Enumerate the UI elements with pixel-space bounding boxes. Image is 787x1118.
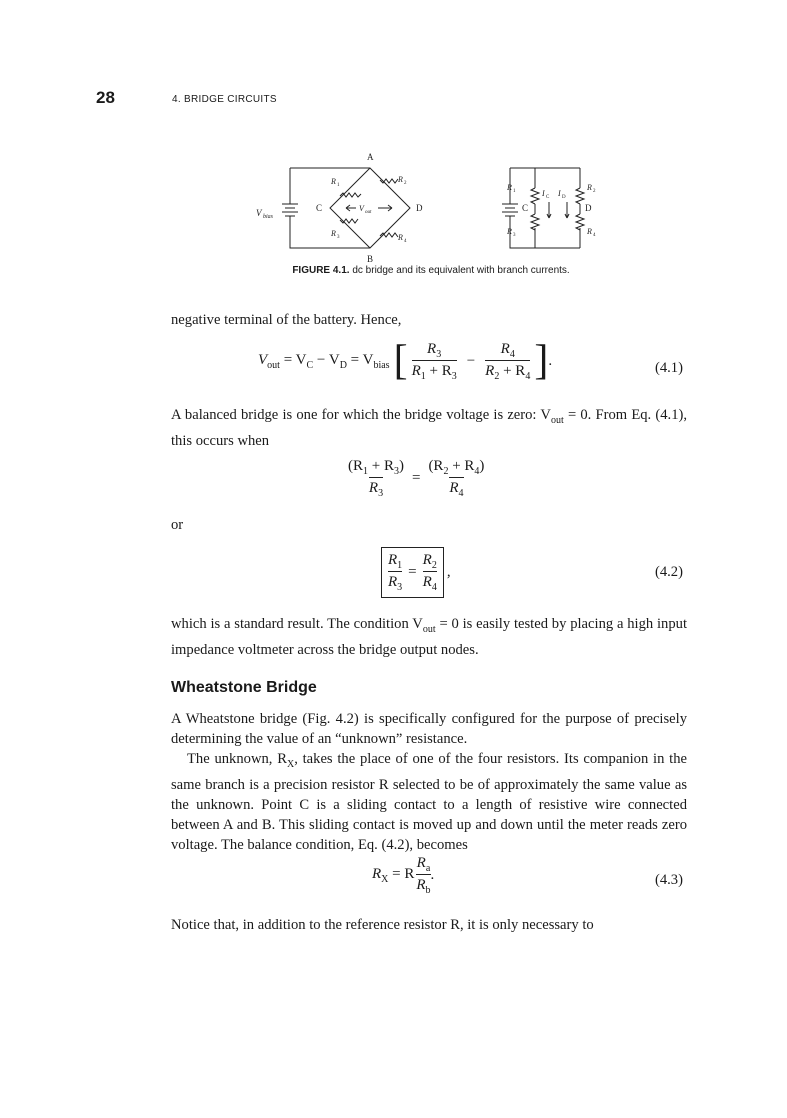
resistor-r1-icon xyxy=(531,188,539,204)
paragraph: Notice that, in addition to the reference resistor R, it is only necessary to xyxy=(171,917,594,933)
right-r4-label: R xyxy=(587,227,592,236)
equation-number: (4.2) xyxy=(655,564,683,580)
id-sub-label: D xyxy=(562,195,566,200)
vbias-sub-label: bias xyxy=(263,214,274,220)
r2-label: R xyxy=(398,175,403,184)
battery-icon xyxy=(502,204,518,216)
page-number: 28 xyxy=(96,88,115,107)
eq1-f1-num: R xyxy=(427,340,437,357)
paragraph: negative terminal of the battery. Hence, xyxy=(171,312,402,328)
paragraph: A Wheatstone bridge (Fig. 4.2) is specifically configured for the purpose of precisely determining the value of an “unknown” resistance. xyxy=(171,711,687,747)
r4-sub-label: 4 xyxy=(404,239,407,244)
node-d-label: D xyxy=(416,203,423,213)
eq1-op: − xyxy=(466,352,476,369)
r1-sub-label: 1 xyxy=(337,183,340,188)
right-node-d-label: D xyxy=(585,203,592,213)
ic-sub-label: C xyxy=(546,195,550,200)
paragraph: The unknown, $R_X$, takes the place of one of the four resistors. Its companion in the same branch is a precision resistor R selected to be of approximately the same value as the unknown. Point C is a sliding contact to a length of resistive wire connected between A and B. This sliding contact is moved up and down until the meter reads zero voltage. The balance condition, Eq. (4.2), becomes xyxy=(171,751,687,853)
eq1-eq: = V xyxy=(346,351,374,368)
equation-4-3: $R_X = R$ $R_a$ $R_b$ . xyxy=(372,855,435,896)
balance-equation: $\frac{(R_1 + R_3)}{R_3}$ = $\frac{(R_2 + R_4)}{R_4}$ xyxy=(348,458,485,499)
right-r2-label: R xyxy=(587,183,592,192)
eq1-minus: − V xyxy=(313,351,340,368)
right-r2-sub-label: 2 xyxy=(593,189,596,194)
eq1-f1-num-sub: 3 xyxy=(436,348,442,360)
running-head: 4. BRIDGE CIRCUITS xyxy=(172,94,277,105)
bridge-circuit-figure xyxy=(240,148,620,263)
resistor-r3-icon xyxy=(531,214,539,230)
resistor-wire xyxy=(535,204,580,214)
right-r3-sub-label: 3 xyxy=(513,233,516,238)
right-circuit-wire xyxy=(535,168,580,248)
eq1-f1-den-plus: + R xyxy=(425,362,452,379)
equation-number: (4.3) xyxy=(655,872,683,888)
eq1-f1-den-b-sub: 3 xyxy=(451,370,457,382)
right-r3-label: R xyxy=(507,227,512,236)
eq1-vd-sub: D xyxy=(339,359,347,371)
resistor-r4-icon xyxy=(576,214,584,230)
paragraph: A balanced bridge is one for which the bridge voltage is zero: $V_{out} = 0$. From Eq. (4.1), this occurs when xyxy=(171,407,688,449)
eq1-vb-sub: bias xyxy=(373,359,390,371)
current-arrow-icon xyxy=(565,202,569,218)
node-c-label: C xyxy=(316,203,323,213)
r1-label: R xyxy=(331,177,336,186)
eq1-mid: = V xyxy=(279,351,307,368)
eq1-f2-num-sub: 4 xyxy=(509,348,515,360)
id-label: I xyxy=(558,189,561,198)
right-r1-label: R xyxy=(507,183,512,192)
equation-4-1: $V_{out} = V_C - V_D = V_{bias}$ [ $R_3$ $R_1 + R_3$ − $\frac{R_4}{R_2 + R_4}$ ] . xyxy=(258,338,553,384)
eq1-f1-den-a: R xyxy=(411,362,421,379)
r2-sub-label: 2 xyxy=(404,181,407,186)
eq1-f2-den-b-sub: 4 xyxy=(525,370,531,382)
battery-icon xyxy=(282,204,298,216)
eq1-f2-den-a-sub: 2 xyxy=(494,370,500,382)
vbias-label: V xyxy=(256,208,262,218)
ic-label: I xyxy=(542,189,545,198)
eq1-vc-sub: C xyxy=(306,359,314,371)
eq1-f2-num: R xyxy=(500,340,510,357)
r3-label: R xyxy=(331,229,336,238)
vout-sub-label: out xyxy=(365,210,372,215)
figure-caption-label: FIGURE 4.1. xyxy=(292,265,350,276)
right-node-c-label: C xyxy=(522,203,529,213)
right-r1-sub-label: 1 xyxy=(513,189,516,194)
vout-label: V xyxy=(359,204,364,213)
eq1-end: . xyxy=(548,352,553,369)
paragraph: which is a standard result. The condition $V_{out} = 0$ is easily tested by placing a high input impedance voltmeter across the bridge output nodes. xyxy=(171,616,687,658)
equation-4-2: $\frac{R_1}{R_3}$ = $\frac{R_2}{R_4}$ , xyxy=(381,547,451,598)
section-heading: Wheatstone Bridge xyxy=(171,679,317,696)
right-r4-sub-label: 4 xyxy=(593,233,596,238)
current-arrow-icon xyxy=(547,202,551,218)
node-b-label: B xyxy=(367,254,374,263)
node-a-label: A xyxy=(367,152,374,162)
r3-sub-label: 3 xyxy=(337,235,340,240)
resistor-r2-icon xyxy=(576,188,584,204)
right-circuit-wire xyxy=(510,168,580,248)
paragraph: or xyxy=(171,517,184,533)
eq1-f2-den-a: R xyxy=(485,362,495,379)
eq1-f2-den-plus: + R xyxy=(499,362,526,379)
eq1-lhs: V xyxy=(258,351,268,368)
eq1-lhs-sub: out xyxy=(267,359,280,371)
figure-caption xyxy=(171,265,691,276)
equation-number: (4.1) xyxy=(655,360,683,376)
figure-caption-text: dc bridge and its equivalent with branch currents. xyxy=(352,265,570,276)
eq1-f1-den-a-sub: 1 xyxy=(420,370,426,382)
r4-label: R xyxy=(398,233,403,242)
